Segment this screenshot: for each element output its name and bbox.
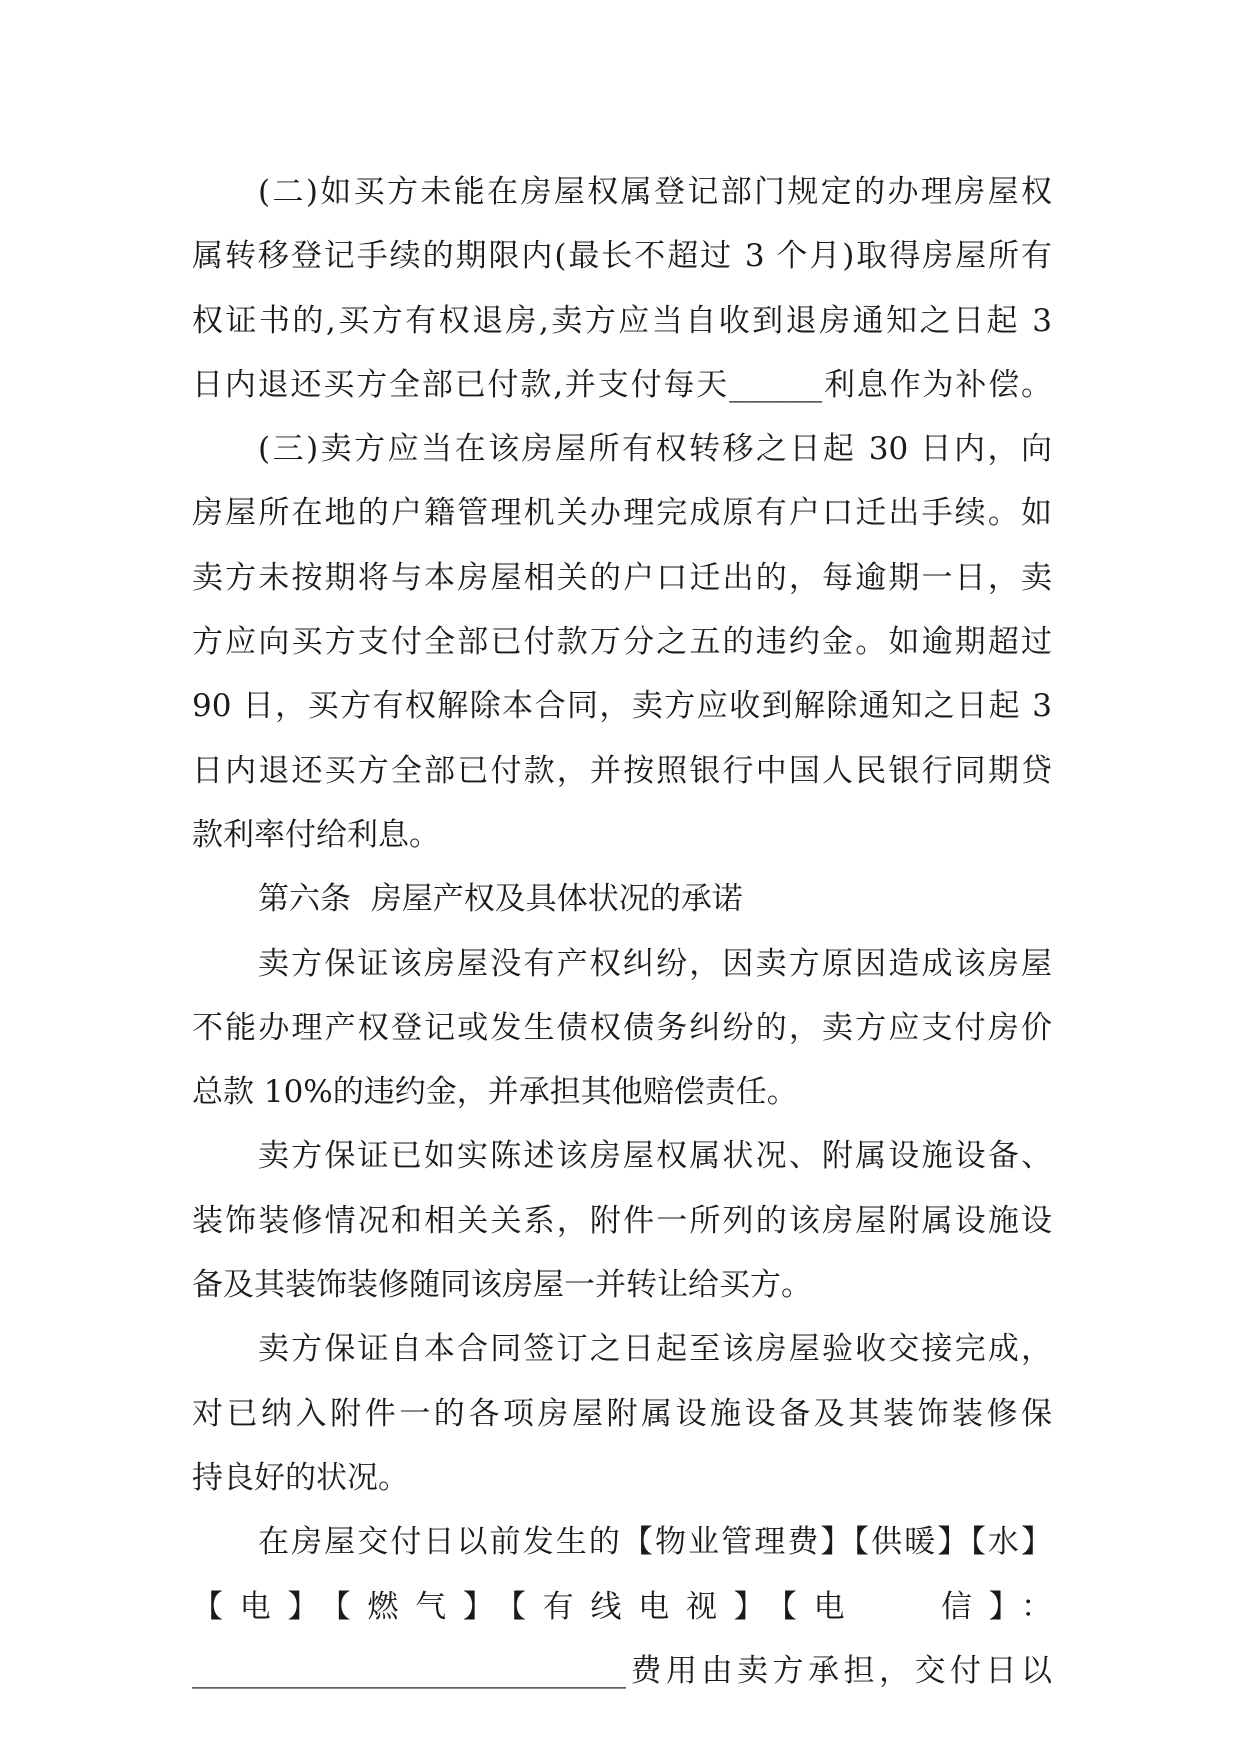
text-line: 备及其装饰装修随同该房屋一并转让给买方。 — [192, 1267, 812, 1304]
text-line: 不能办理产权登记或发生债权债务纠纷的，卖方应支付房价 — [192, 1009, 1052, 1046]
section-heading: 第六条 房屋产权及具体状况的承诺 — [258, 881, 743, 918]
text-line: 90 日，买方有权解除本合同，卖方应收到解除通知之日起 3 — [192, 688, 1052, 725]
text-line: 属转移登记手续的期限内(最长不超过 3 个月)取得房屋所有 — [192, 238, 1052, 275]
text-line: 房屋所在地的户籍管理机关办理完成原有户口迁出手续。如 — [192, 495, 1052, 532]
text-line: 总款 10%的违约金，并承担其他赔偿责任。 — [192, 1074, 798, 1111]
text-line: 对已纳入附件一的各项房屋附属设施设备及其装饰装修保 — [192, 1395, 1052, 1432]
text-line: 款利率付给利息。 — [192, 816, 440, 853]
text-line: 【电】【燃气】【有线电视】【电 信】： — [192, 1588, 1052, 1625]
text-line: 持良好的状况。 — [192, 1459, 409, 1496]
text-line: (三)卖方应当在该房屋所有权转移之日起 30 日内，向 — [258, 431, 1052, 468]
text-line: 权证书的,买方有权退房,卖方应当自收到退房通知之日起 3 — [192, 302, 1052, 339]
text-line: ____________________________费用由卖方承担，交付日以 — [192, 1652, 1052, 1689]
text-line: 卖方保证自本合同签订之日起至该房屋验收交接完成， — [258, 1331, 1052, 1368]
text-line: 方应向买方支付全部已付款万分之五的违约金。如逾期超过 — [192, 624, 1052, 661]
contract-text — [192, 160, 1052, 1703]
text-line: 装饰装修情况和相关关系，附件一所列的该房屋附属设施设 — [192, 1202, 1052, 1239]
text-line: (二)如买方未能在房屋权属登记部门规定的办理房屋权 — [258, 174, 1052, 210]
text-line: 日内退还买方全部已付款，并按照银行中国人民银行同期贷 — [192, 752, 1052, 789]
text-line: 卖方保证该房屋没有产权纠纷，因卖方原因造成该房屋 — [258, 945, 1052, 982]
text-line: 卖方未按期将与本房屋相关的户口迁出的，每逾期一日，卖 — [192, 559, 1052, 596]
text-line: 在房屋交付日以前发生的【物业管理费】【供暖】【水】 — [258, 1524, 1052, 1561]
text-line: 日内退还买方全部已付款,并支付每天______利息作为补偿。 — [192, 366, 1052, 403]
text-line: 卖方保证已如实陈述该房屋权属状况、附属设施设备、 — [258, 1138, 1052, 1175]
